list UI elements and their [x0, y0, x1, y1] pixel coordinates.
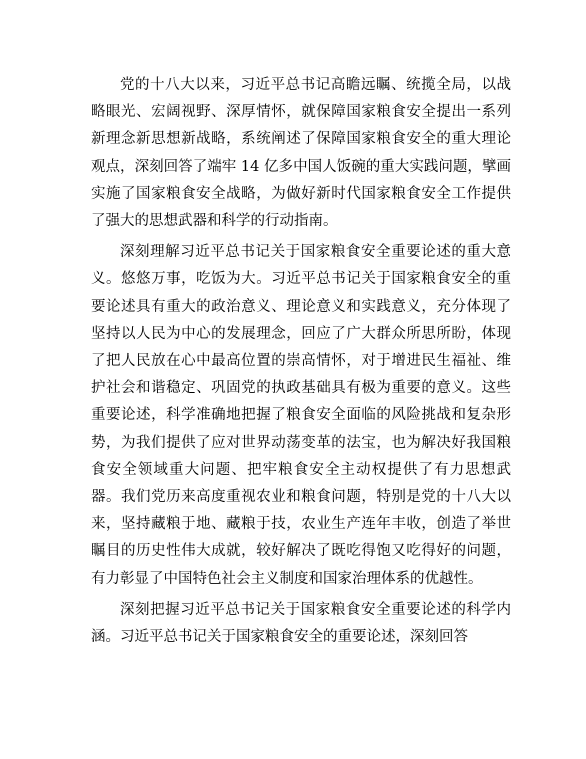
paragraph-1: 党的十八大以来，习近平总书记高瞻远瞩、统揽全局，以战略眼光、宏阔视野、深厚情怀，就保障国家粮食安全提出一系列新理念新思想新战略，系统阐述了保障国家粮食安全的重大理论观点，深刻回答了端牢 14 亿多中国人饭碗的重大实践问题，擘画实施了国家粮食安全战略，为做好新时代国家粮食安全工作提供了强大的思想武器和科学的行动指南。: [91, 77, 511, 230]
paragraph-2: 深刻理解习近平总书记关于国家粮食安全重要论述的重大意义。悠悠万事，吃饭为大。习近平总书记关于国家粮食安全的重要论述具有重大的政治意义、理论意义和实践意义，充分体现了坚持以人民为中心的发展理念，回应了广大群众所思所盼，体现了把人民放在心中最高位置的崇高情怀，对于增进民生福祉、维护社会和谐稳定、巩固党的执政基础具有极为重要的意义。这些重要论述，科学准确地把握了粮食安全面临的风险挑战和复杂形势，为我们提供了应对世界动荡变革的法宝，也为解决好我国粮食安全领域重大问题、把牢粮食安全主动权提供了有力思想武器。我们党历来高度重视农业和粮食问题，特别是党的十八大以来，坚持藏粮于地、藏粮于技，农业生产连年丰收，创造了举世瞩目的历史性伟大成就，较好解决了既吃得饱又吃得好的问题，有力彰显了中国特色社会主义制度和国家治理体系的优越性。: [91, 244, 511, 587]
document-body: [91, 72, 511, 655]
paragraph-3: 深刻把握习近平总书记关于国家粮食安全重要论述的科学内涵。习近平总书记关于国家粮食安全的重要论述，深刻回答: [91, 601, 511, 646]
